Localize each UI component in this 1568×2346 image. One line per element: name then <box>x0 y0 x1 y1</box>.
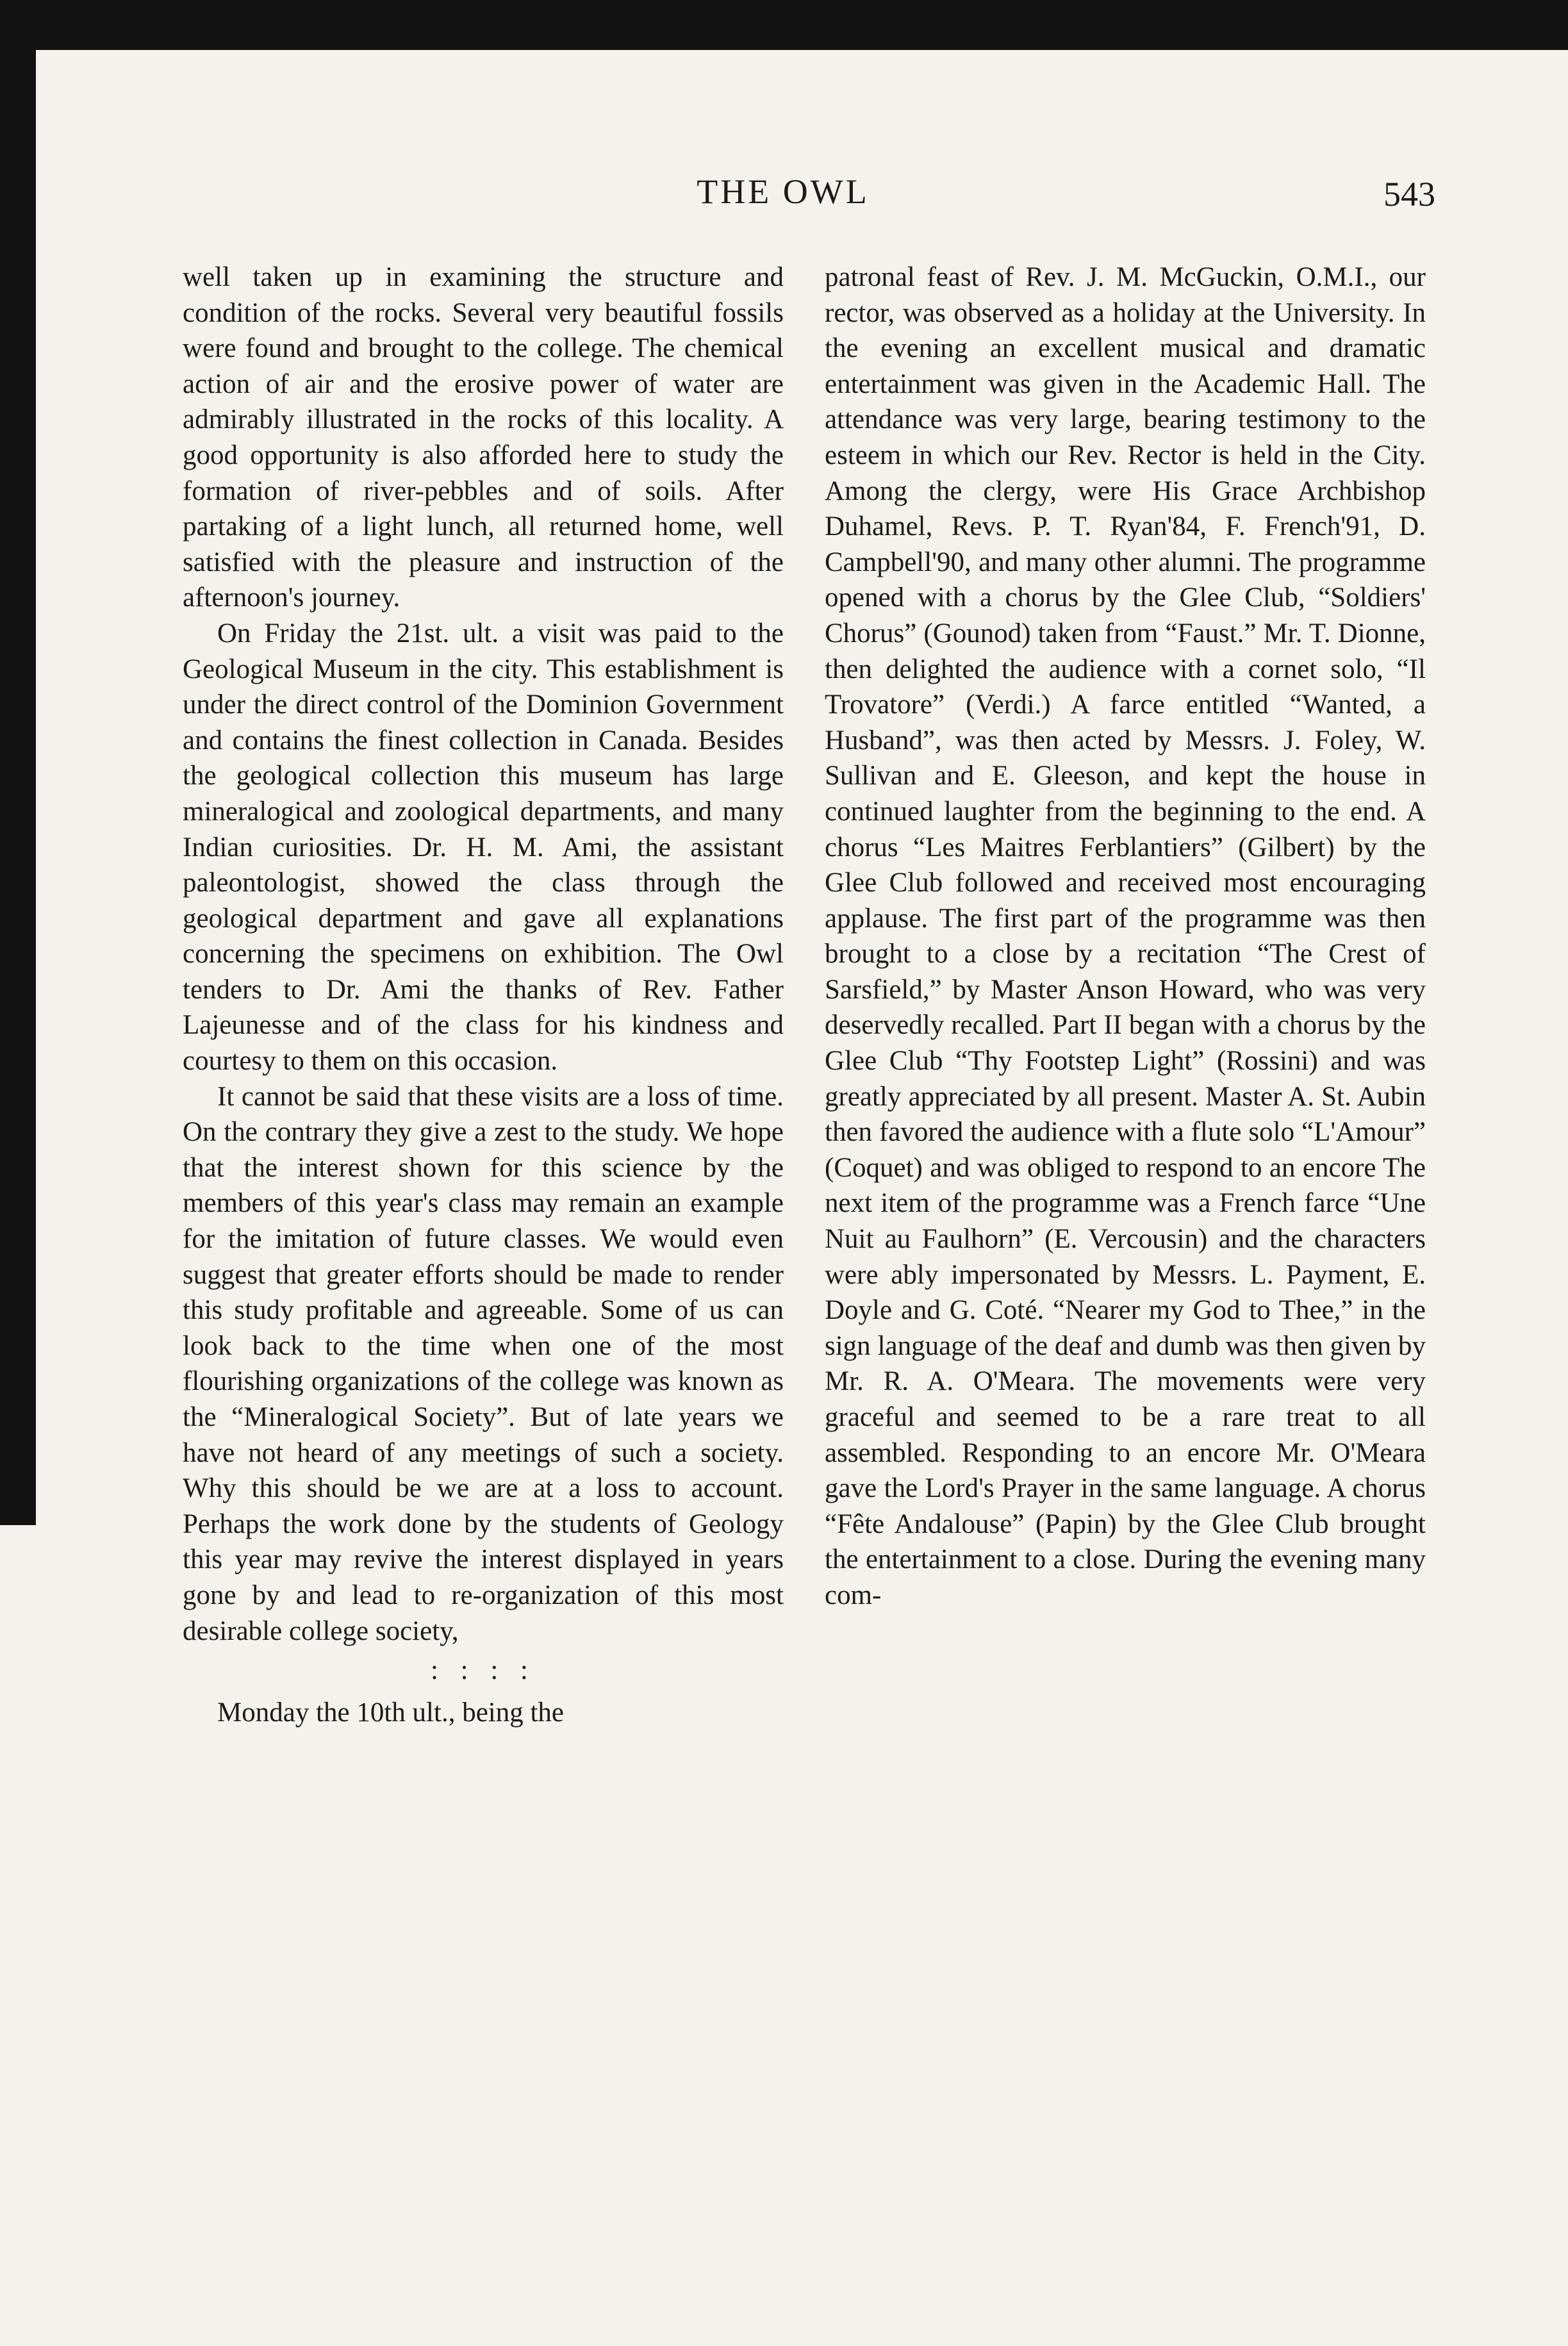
section-separator: : : : : <box>430 1655 536 1686</box>
right-paragraph-1: patronal feast of Rev. J. M. McGuckin, O.M.I., our rector, was observed as a holiday at the University. In the evening an excellent musical and dramatic entertainment was given in the Academic Hall. The attendance was very large, bearing testimony to the esteem in which our Rev. Rector is held in the City. Among the clergy, were His Grace Archbishop Duhamel, Revs. P. T. Ryan'84, F. French'91, D. Campbell'90, and many other alumni. The programme opened with a chorus by the Glee Club, “Soldiers' Chorus” (Gounod) taken from “Faust.” Mr. T. Dionne, then delighted the audience with a cornet solo, “Il Trovatore” (Verdi.) A farce entitled “Wanted, a Husband”, was then acted by Messrs. J. Foley, W. Sullivan and E. Gleeson, and kept the house in continued laughter from the beginning to the end. A chorus “Les Maitres Ferblantiers” (Gilbert) by the Glee Club followed and received most encouraging applause. The first part of the programme was then brought to a close by a recitation “The Crest of Sarsfield,” by Master Anson Howard, who was very deservedly recalled. Part II began with a chorus by the Glee Club “Thy Footstep Light” (Rossini) and was greatly appreciated by all present. Master A. St. Aubin then favored the audience with a flute solo “L'Amour” (Coquet) and was obliged to respond to an encore The next item of the programme was a French farce “Une Nuit au Faulhorn” (E. Vercousin) and the characters were ably impersonated by Messrs. L. Payment, E. Doyle and G. Coté. “Nearer my God to Thee,” in the sign language of the deaf and dumb was then given by Mr. R. A. O'Meara. The movements were very graceful and seemed to be a rare treat to all assembled. Responding to an encore Mr. O'Meara gave the Lord's Prayer in the same language. A chorus “Fête Andalouse” (Papin) by the Glee Club brought the entertainment to a close. During the evening many com- <box>825 262 1426 1610</box>
scan-left-border <box>0 0 36 1525</box>
left-column <box>183 260 784 1730</box>
left-paragraph-3: It cannot be said that these visits are a loss of time. On the contrary they give a zest to the study. We hope that the interest shown for this science by the members of this year's class may remain an example for the imitation of future classes. We would even suggest that greater efforts should be made to render this study profitable and agreeable. Some of us can look back to the time when one of the most flourishing organizations of the college was known as the “Mineralogical Society”. But of late years we have not heard of any meetings of such a society. Why this should be we are at a loss to account. Perhaps the work done by the students of Geology this year may revive the interest displayed in years gone by and lead to re-organization of this most desirable college society, <box>183 1081 784 1646</box>
left-paragraph-2: On Friday the 21st. ult. a visit was paid to the Geological Museum in the city. This establishment is under the direct control of the Dominion Government and contains the finest collection in Canada. Besides the geological collection this museum has large mineralogical and zoological departments, and many Indian curiosities. Dr. H. M. Ami, the assistant paleontologist, showed the class through the geological department and gave all explanations concerning the specimens on exhibition. The Owl tenders to Dr. Ami the thanks of Rev. Father Lajeunesse and of the class for his kindness and courtesy to them on this occasion. <box>183 618 784 1077</box>
running-header-title: THE OWL <box>697 172 870 211</box>
left-paragraph-1: well taken up in examining the structure and condition of the rocks. Several very beautiful fossils were found and brought to the college. The chemical action of air and the erosive power of water are admirably illustrated in the rocks of this locality. A good opportunity is also afforded here to study the formation of river-pebbles and of soils. After partaking of a light lunch, all returned home, well satisfied with the pleasure and instruction of the afternoon's journey. <box>183 262 784 613</box>
left-paragraph-4: Monday the 10th ult., being the <box>217 1697 565 1728</box>
page-number: 543 <box>1383 175 1435 213</box>
scan-top-border <box>0 0 1568 50</box>
right-column <box>825 260 1426 1614</box>
